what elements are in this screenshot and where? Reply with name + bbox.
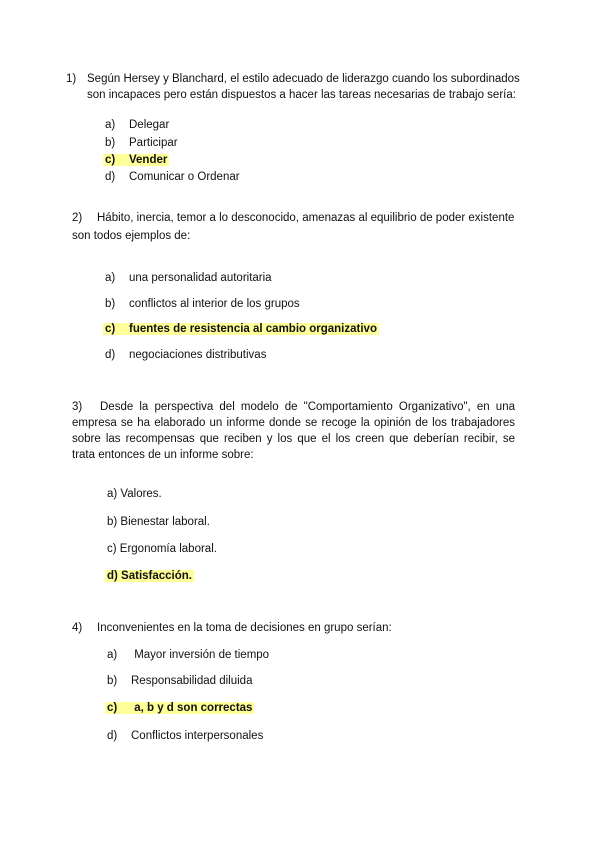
question-text-line: Según Hersey y Blanchard, el estilo adecuado de liderazgo cuando los subordinados [87, 73, 520, 85]
question-text-line: trata entonces de un informe sobre: [72, 449, 254, 461]
option-label: a) [105, 119, 116, 131]
question-number: 3) [72, 401, 83, 413]
option-c [107, 541, 217, 557]
option-label: a) [107, 649, 118, 661]
option-label: c) [105, 323, 116, 335]
option-text: Responsabilidad diluida [131, 675, 253, 687]
option-label: b) [105, 298, 116, 310]
question-number: 4) [72, 622, 83, 634]
option-text: d) Satisfacción. [107, 570, 192, 582]
option-label: d) [107, 730, 118, 742]
option-label: d) [105, 349, 116, 361]
option-b [105, 296, 300, 312]
option-text: Comunicar o Ordenar [129, 171, 240, 183]
option-a [107, 647, 269, 663]
option-text: Delegar [129, 119, 170, 131]
question-number: 1) [66, 73, 77, 85]
option-d [105, 169, 240, 185]
option-text: Participar [129, 137, 178, 149]
option-label: a) [105, 272, 116, 284]
option-c-correct [103, 152, 169, 168]
option-text: Vender [129, 154, 168, 166]
option-text: una personalidad autoritaria [129, 272, 272, 284]
option-text: c) Ergonomía laboral. [107, 543, 217, 555]
option-a [105, 117, 169, 133]
option-a [107, 486, 162, 502]
option-d [107, 728, 263, 744]
question-text-line: Hábito, inercia, temor a lo desconocido, amenazas al equilibrio de poder existente [97, 212, 515, 224]
option-text: a, b y d son correctas [134, 702, 253, 714]
question-text-line: sobre las recompensas que reciben y los que el los creen que deberían recibir, se [72, 433, 515, 445]
question-text-line: empresa se ha elaborado un informe donde se recoge la opinión de los trabajadores [72, 417, 515, 429]
question-number: 2) [72, 212, 83, 224]
option-b [105, 135, 178, 151]
option-d [105, 347, 266, 363]
option-label: b) [107, 675, 118, 687]
option-text: fuentes de resistencia al cambio organizativo [129, 323, 377, 335]
option-text: negociaciones distributivas [129, 349, 267, 361]
question-text-line: Inconvenientes en la toma de decisiones en grupo serían: [97, 622, 392, 634]
option-text: b) Bienestar laboral. [107, 516, 210, 528]
question-text-line: son todos ejemplos de: [72, 230, 191, 242]
option-c-correct [103, 321, 379, 337]
option-text: Conflictos interpersonales [131, 730, 264, 742]
question-text-line: son incapaces pero están dispuestos a hacer las tareas necesarias de trabajo sería: [87, 89, 516, 101]
option-text: Mayor inversión de tiempo [134, 649, 270, 661]
option-label: c) [107, 702, 118, 714]
option-d-correct [105, 568, 194, 584]
option-b [107, 514, 210, 530]
question-text-line: Desde la perspectiva del modelo de "Comportamiento Organizativo", en una [100, 401, 515, 413]
option-text: a) Valores. [107, 488, 162, 500]
option-b [107, 673, 252, 689]
option-label: b) [105, 137, 116, 149]
option-text: conflictos al interior de los grupos [129, 298, 300, 310]
option-label: d) [105, 171, 116, 183]
option-a [105, 270, 272, 286]
option-label: c) [105, 154, 116, 166]
option-c-correct [105, 700, 254, 716]
